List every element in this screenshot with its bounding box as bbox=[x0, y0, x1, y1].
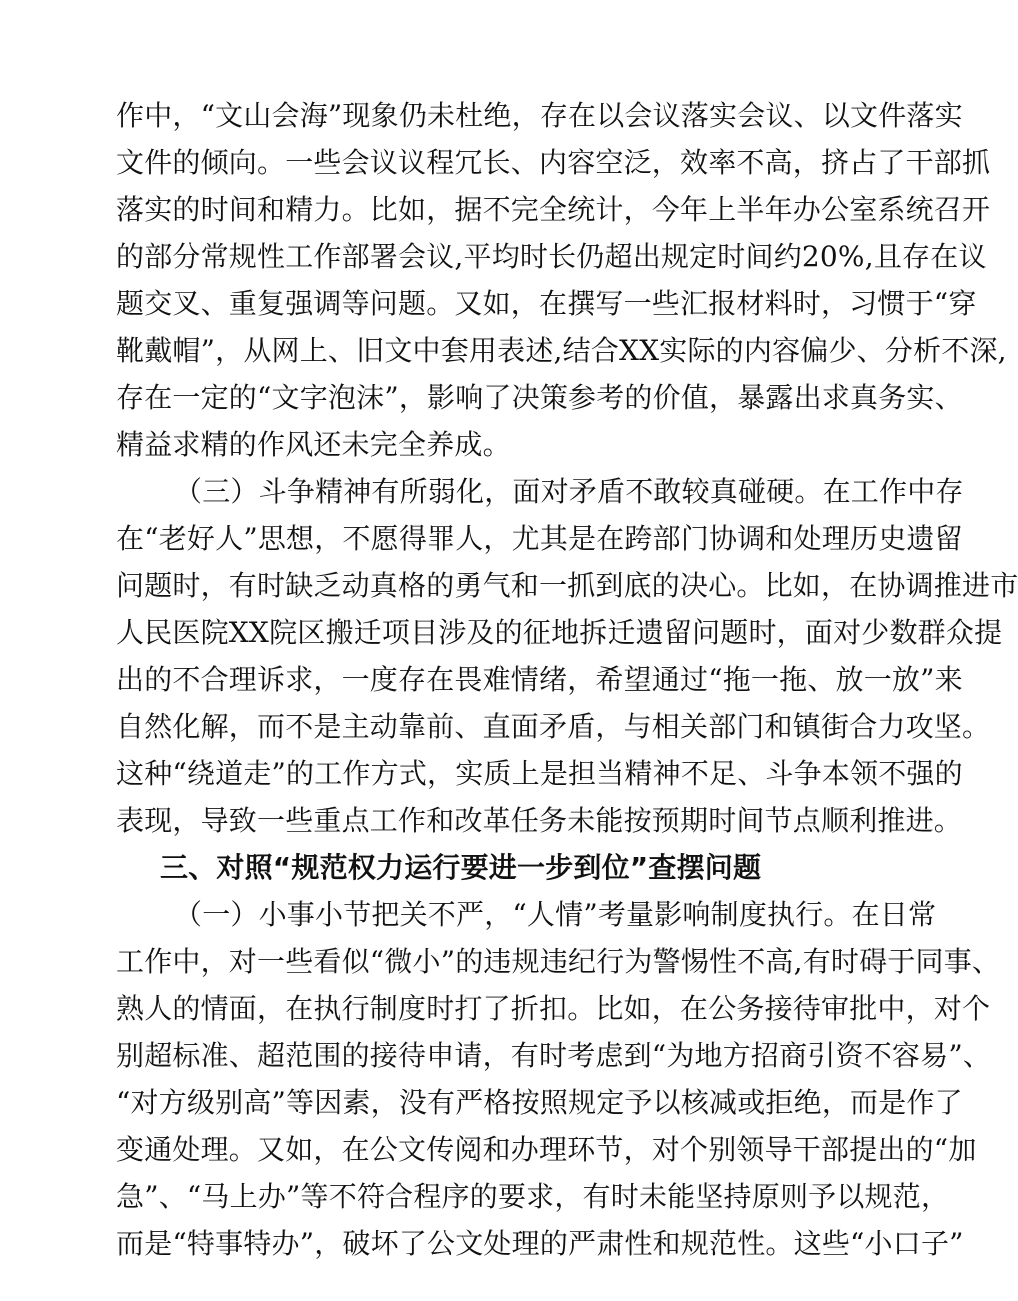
text-line: 在“老好人”思想，不愿得罪人，尤其是在跨部门协调和处理历史遗留 bbox=[116, 522, 963, 555]
text-line: 的部分常规性工作部署会议,平均时长仍超出规定时间约20%,且存在议 bbox=[116, 240, 987, 273]
text-line: 作中，“文山会海”现象仍未杜绝，存在以会议落实会议、以文件落实 bbox=[116, 99, 963, 132]
text-line: 别超标准、超范围的接待申请，有时考虑到“为地方招商引资不容易”、 bbox=[116, 1039, 992, 1072]
text-line: 熟人的情面，在执行制度时打了折扣。比如，在公务接待审批中，对个 bbox=[116, 992, 991, 1025]
text-line: 精益求精的作风还未完全养成。 bbox=[116, 428, 511, 461]
paragraph-start-line: （一）小事小节把关不严，“人情”考量影响制度执行。在日常 bbox=[174, 898, 937, 931]
text-line: 而是“特事特办”，破坏了公文处理的严肃性和规范性。这些“小口子” bbox=[116, 1227, 964, 1260]
paragraph-start-line: （三）斗争精神有所弱化，面对矛盾不敢较真碰硬。在工作中存 bbox=[174, 475, 964, 508]
text-line: “对方级别高”等因素，没有严格按照规定予以核减或拒绝，而是作了 bbox=[116, 1086, 963, 1119]
section-heading: 三、对照“规范权力运行要进一步到位”查摆问题 bbox=[160, 851, 762, 884]
text-line: 急”、“马上办”等不符合程序的要求，有时未能坚持原则予以规范， bbox=[116, 1180, 950, 1213]
text-line: 表现，导致一些重点工作和改革任务未能按预期时间节点顺利推进。 bbox=[116, 804, 963, 837]
text-line: 自然化解，而不是主动靠前、直面矛盾，与相关部门和镇街合力攻坚。 bbox=[116, 710, 991, 743]
text-line: 变通处理。又如，在公文传阅和办理环节，对个别领导干部提出的“加 bbox=[116, 1133, 977, 1166]
text-line: 文件的倾向。一些会议议程冗长、内容空泛，效率不高，挤占了干部抓 bbox=[116, 146, 991, 179]
text-line: 靴戴帽”，从网上、旧文中套用表述,结合XX实际的内容偏少、分析不深, bbox=[116, 334, 1007, 367]
text-line: 落实的时间和精力。比如，据不完全统计，今年上半年办公室系统召开 bbox=[116, 193, 991, 226]
text-line: 问题时，有时缺乏动真格的勇气和一抓到底的决心。比如，在协调推进市 bbox=[116, 569, 1018, 602]
text-line: 存在一定的“文字泡沫”，影响了决策参考的价值，暴露出求真务实、 bbox=[116, 381, 963, 414]
text-line: 题交叉、重复强调等问题。又如，在撰写一些汇报材料时，习惯于“穿 bbox=[116, 287, 977, 320]
text-line: 出的不合理诉求，一度存在畏难情绪，希望通过“拖一拖、放一放”来 bbox=[116, 663, 963, 696]
text-line: 工作中，对一些看似“微小”的违规违纪行为警惕性不高,有时碍于同事、 bbox=[116, 945, 1001, 978]
text-line: 这种“绕道走”的工作方式，实质上是担当精神不足、斗争本领不强的 bbox=[116, 757, 963, 790]
text-line: 人民医院XX院区搬迁项目涉及的征地拆迁遗留问题时，面对少数群众提 bbox=[116, 616, 1003, 649]
